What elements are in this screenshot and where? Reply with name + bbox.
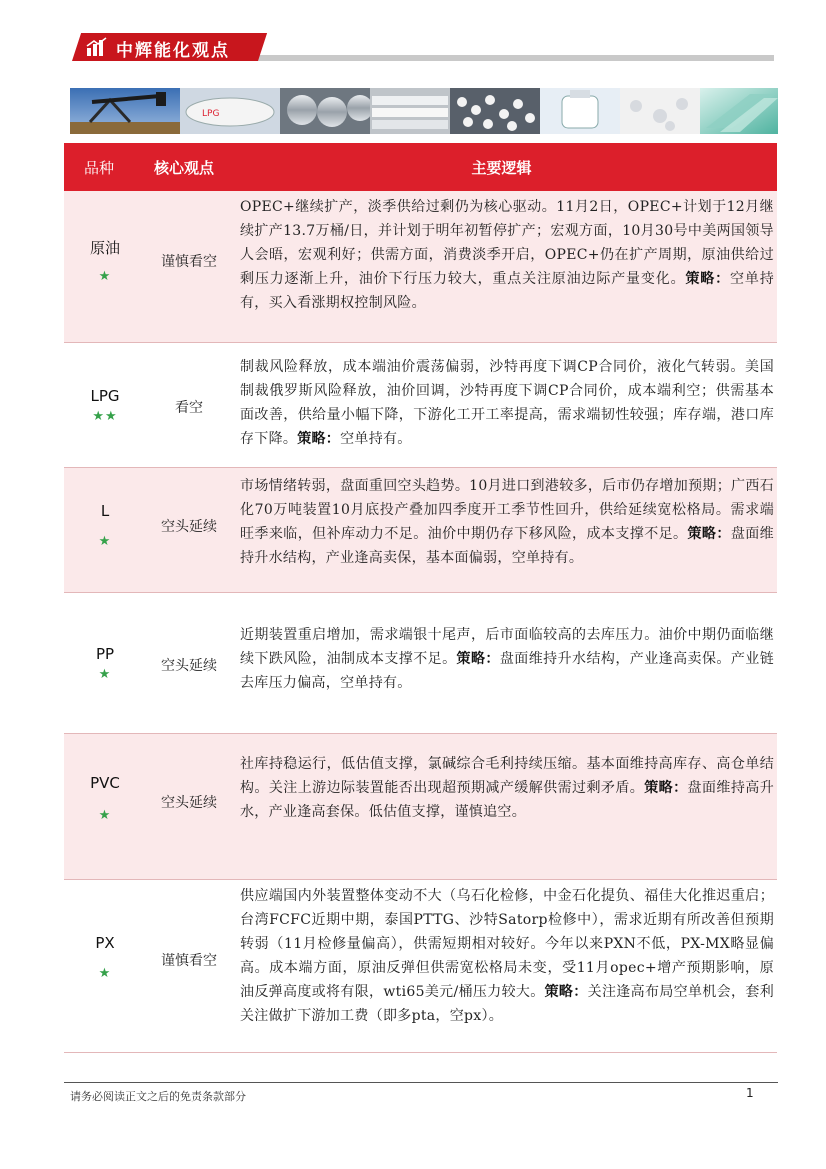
rating-stars: ★ <box>98 667 112 682</box>
main-logic <box>240 195 774 315</box>
main-logic <box>240 474 774 570</box>
rating-stars: ★ <box>98 534 112 549</box>
strategy-text: 关注逢高布局空单机会，套利关注做扩下游加工费（即多pta，空px）。 <box>240 984 774 1024</box>
header-variety: 品种 <box>84 159 115 177</box>
page-number: 1 <box>746 1086 754 1100</box>
logic-text: 供应端国内外装置整体变动不大（乌石化检修，中金石化提负、福佳大化推迟重启；台湾FCFC近期中期，泰国PTTG、沙特Satorp检修中），需求近期有所改善但预期转弱（11月检修量偏高），供需短期相对较好。今年以来PXN不低，PX-MX略显偏高。成本端方面，原油反弹但供需宽松格局未变，受11月opec+增产预期影响，原油反弹高度或将有限，wti65美元/桶压力较大。 <box>240 888 774 1000</box>
strategy-label: 策略： <box>456 651 500 667</box>
header-banner <box>68 33 774 63</box>
variety-name: LPG <box>90 387 120 405</box>
core-view: 谨慎看空 <box>161 254 217 270</box>
strategy-text: 盘面维持高升水，产业逢高套保。低估值支撑，谨慎追空。 <box>240 780 774 820</box>
table-row <box>64 734 777 880</box>
core-view: 空头延续 <box>161 795 217 811</box>
rating-stars: ★★ <box>92 409 118 424</box>
strategy-text: 盘面维持升水结构，产业逢高卖保。产业链去库压力偏高，空单持有。 <box>240 651 775 691</box>
table-header <box>64 143 777 191</box>
core-view: 谨慎看空 <box>161 953 217 969</box>
header-main-logic: 主要逻辑 <box>471 159 532 177</box>
variety-name: PP <box>95 645 115 663</box>
main-logic <box>240 623 774 695</box>
strategy-text: 盘面维持升水结构，产业逢高卖保，基本面偏弱，空单持有。 <box>240 526 774 566</box>
footer-disclaimer: 请务必阅读正文之后的免责条款部分 <box>70 1090 246 1103</box>
table-row <box>64 593 777 734</box>
logic-text: 市场情绪转弱，盘面重回空头趋势。10月进口到港较多，后市仍存增加预期；广西石化70万吨装置10月底投产叠加四季度开工季节性回升，供给延续宽松格局。需求端旺季来临，但补库动力不足。油价中期仍存下移风险，成本支撑不足。 <box>240 478 774 542</box>
footer-rule <box>64 1082 778 1083</box>
variety-name: L <box>100 502 110 520</box>
table-row <box>64 880 777 1053</box>
bar-chart-icon <box>86 37 108 57</box>
page-title: 中辉能化观点 <box>116 41 230 61</box>
strategy-label: 策略： <box>687 526 731 542</box>
strategy-text: 空单持有。 <box>340 431 412 447</box>
rating-stars: ★ <box>98 269 112 284</box>
viewpoint-table <box>64 143 777 1053</box>
main-logic <box>240 752 774 824</box>
variety-name: PX <box>95 934 115 952</box>
strategy-label: 策略： <box>685 271 730 287</box>
table-row <box>64 343 777 468</box>
rating-stars: ★ <box>98 966 112 981</box>
main-logic <box>240 355 774 451</box>
main-logic <box>240 884 774 1028</box>
variety-name: PVC <box>90 774 120 792</box>
table-row <box>64 468 777 593</box>
header-core-view: 核心观点 <box>154 159 215 177</box>
core-view: 空头延续 <box>161 519 217 535</box>
strategy-label: 策略： <box>544 984 588 1000</box>
core-view: 空头延续 <box>161 658 217 674</box>
table-row <box>64 191 777 343</box>
banner-rule <box>218 55 774 61</box>
rating-stars: ★ <box>98 808 112 823</box>
strategy-label: 策略： <box>644 780 688 796</box>
logic-text: 社库持稳运行，低估值支撑，氯碱综合毛利持续压缩。基本面维持高库存、高仓单结构。关注上游边际装置能否出现超预期减产缓解供需过剩矛盾。 <box>240 756 774 796</box>
strategy-text: 空单持有，买入看涨期权控制风险。 <box>240 271 774 311</box>
logic-text: OPEC+继续扩产，淡季供给过剩仍为核心驱动。11月2日，OPEC+计划于12月继续扩产13.7万桶/日，并计划于明年初暂停扩产；宏观方面，10月30号中美两国领导人会晤，宏观利好；供需方面，消费淡季开启，OPEC+仍在扩产周期，原油供给过剩压力逐渐上升，油价下行压力较大，重点关注原油边际产量变化。 <box>240 199 774 287</box>
svg-text:LPG: LPG <box>202 109 220 119</box>
logic-text: 近期装置重启增加，需求端银十尾声，后市面临较高的去库压力。油价中期仍面临继续下跌风险，油制成本支撑不足。 <box>240 627 774 667</box>
logic-text: 制裁风险释放，成本端油价震荡偏弱，沙特再度下调CP合同价，液化气转弱。美国制裁俄罗斯风险释放，油价回调，沙特再度下调CP合同价，成本端利空；供需基本面改善，供给量小幅下降，下游化工开工率提高，需求端韧性较强；库存端，港口库存下降。 <box>240 359 774 447</box>
industry-photo-strip <box>70 88 778 134</box>
variety-name: 原油 <box>89 239 120 257</box>
core-view: 看空 <box>175 400 203 416</box>
strategy-label: 策略： <box>297 431 341 447</box>
